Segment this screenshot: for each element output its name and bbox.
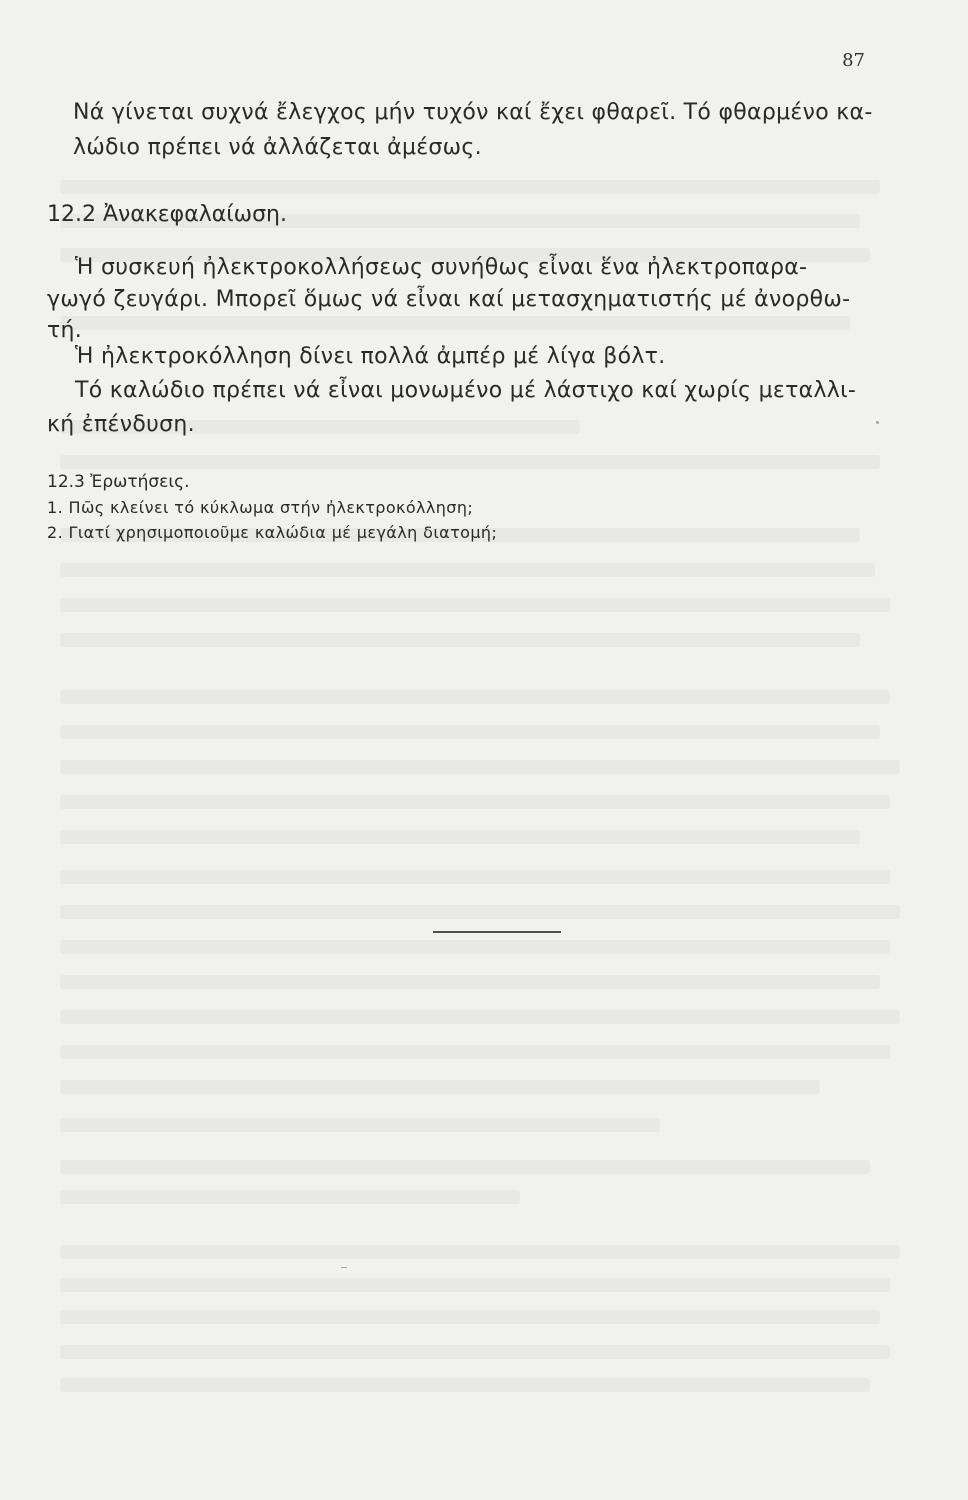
summary-paragraph-3-line-1: Τό καλώδιο πρέπει νά εἶναι μονωμένο μέ λάστιχο καί χωρίς μεταλλι- bbox=[75, 378, 857, 403]
summary-paragraph-1-line-2: γωγό ζευγάρι. Μπορεῖ ὅμως νά εἶναι καί μετασχηματιστής μέ ἀνορθω- bbox=[47, 287, 851, 312]
section-heading-summary: 12.2 Ἀνακεφαλαίωση. bbox=[47, 202, 287, 227]
question-item-1: 1. Πῶς κλείνει τό κύκλωμα στήν ἠλεκτροκόλληση; bbox=[47, 498, 474, 517]
intro-line-2: λώδιο πρέπει νά ἀλλάζεται ἀμέσως. bbox=[73, 135, 482, 160]
ink-speck bbox=[341, 1267, 347, 1268]
question-item-2: 2. Γιατί χρησιμοποιοῦμε καλώδια μέ μεγάλη διατομή; bbox=[47, 523, 498, 542]
page-number: 87 bbox=[842, 50, 865, 71]
summary-paragraph-2-line-1: Ἡ ἠλεκτροκόλληση δίνει πολλά ἀμπέρ μέ λίγα βόλτ. bbox=[75, 344, 666, 369]
horizontal-rule bbox=[433, 931, 561, 933]
ink-speck bbox=[876, 421, 879, 424]
summary-paragraph-1-line-1: Ἡ συσκευή ἠλεκτροκολλήσεως συνήθως εἶναι ἕνα ἠλεκτροπαρα- bbox=[75, 255, 808, 280]
intro-line-1: Νά γίνεται συχνά ἔλεγχος μήν τυχόν καί ἔχει φθαρεῖ. Τό φθαρμένο κα- bbox=[73, 100, 873, 125]
summary-paragraph-3-line-2: κή ἐπένδυση. bbox=[47, 412, 195, 437]
summary-paragraph-1-line-3: τή. bbox=[47, 318, 83, 343]
section-heading-questions: 12.3 Ἐρωτήσεις. bbox=[47, 472, 190, 492]
